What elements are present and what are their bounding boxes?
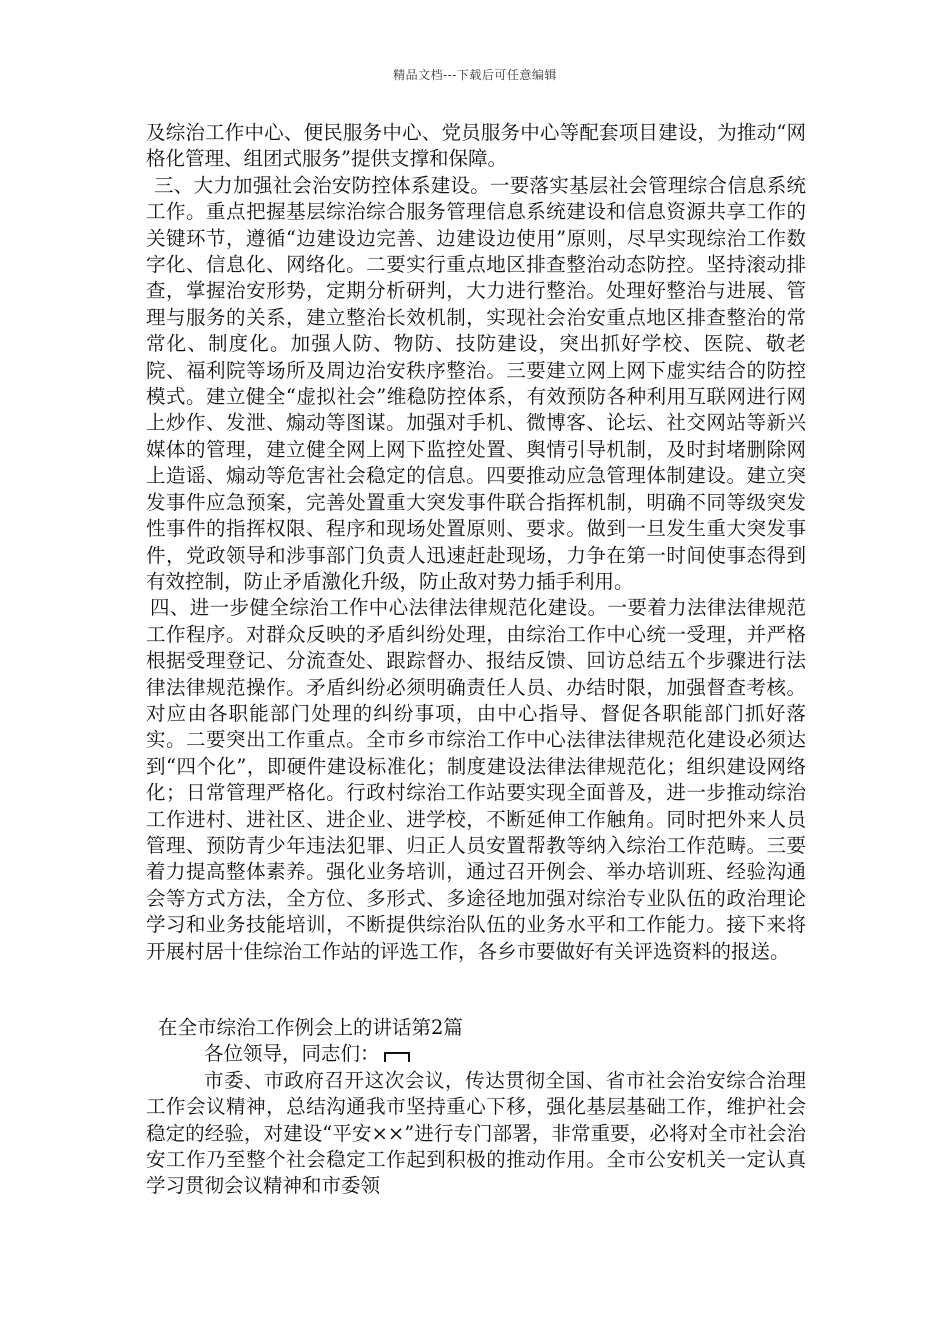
salutation: [146, 1041, 806, 1067]
salutation-text: 各位领导，同志们：: [204, 1042, 380, 1066]
paragraph-3: 四、进一步健全综治工作中心法律法律规范化建设。一要着力法律法律规范工作程序。对群众反映的矛盾纠纷处理，由综治工作中心统一受理，并严格根据受理登记、分流查处、跟踪督办、报结反馈、回访总结五个步骤进行法律法律规范操作。矛盾纠纷必须明确责任人员、办结时限，加强督查考核。对应由各职能部门处理的纠纷事项，由中心指导、督促各职能部门抓好落实。二要突出工作重点。全市乡市综治工作中心法律法律规范化建设必须达到“四个化”，即硬件建设标准化；制度建设法律法律规范化；组织建设网络化；日常管理严格化。行政村综治工作站要实现全面普及，进一步推动综治工作进村、进社区、进企业、进学校，不断延伸工作触角。同时把外来人员管理、预防青少年违法犯罪、归正人员安置帮教等纳入综治工作范畴。三要着力提高整体素养。强化业务培训，通过召开例会、举办培训班、经验沟通会等方式方法，全方位、多形式、多途径地加强对综治专业队伍的政治理论学习和业务技能培训，不断提供综治队伍的业务水平和工作能力。接下来将开展村居十佳综治工作站的评选工作，各乡市要做好有关评选资料的报送。: [146, 596, 806, 963]
bracket-mark-icon: [384, 1052, 410, 1062]
document-body: [146, 120, 806, 1200]
paragraph-1: 及综治工作中心、便民服务中心、党员服务中心等配套项目建设，为推动“网格化管理、组团式服务”提供支撑和保障。: [146, 121, 806, 171]
speech-paragraph: 市委、市政府召开这次会议，传达贯彻全国、省市社会治安综合治理工作会议精神，总结沟通我市坚持重心下移，强化基层基础工作，维护社会稳定的经验，对建设“平安××”进行专门部署，非常重要，必将对全市社会治安工作乃至整个社会稳定工作起到积极的推动作用。全市公安机关一定认真学习贯彻会议精神和市委领: [146, 1068, 806, 1198]
section-spacer: [146, 965, 806, 1015]
section-title: 在全市综治工作例会上的讲话第2篇: [158, 1016, 463, 1039]
page-header: 精品文档---下载后可任意编辑: [393, 68, 557, 82]
paragraph-2: 三、大力加强社会治安防控体系建设。一要落实基层社会管理综合信息系统工作。重点把握基层综治综合服务管理信息系统建设和信息资源共享工作的关键环节，遵循“边建设边完善、边建设边使用”原则，尽早实现综治工作数字化、信息化、网络化。二要实行重点地区排查整治动态防控。坚持滚动排查，掌握治安形势，定期分析研判，大力进行整治。处理好整治与进展、管理与服务的关系，建立整治长效机制，实现社会治安重点地区排查整治的常常化、制度化。加强人防、物防、技防建设，突出抓好学校、医院、敬老院、福利院等场所及周边治安秩序整治。三要建立网上网下虚实结合的防控模式。建立健全“虚拟社会”维稳防控体系，有效预防各种利用互联网进行网上炒作、发泄、煽动等图谋。加强对手机、微博客、论坛、社交网站等新兴媒体的管理，建立健全网上网下监控处置、舆情引导机制，及时封堵删除网上造谣、煽动等危害社会稳定的信息。四要推动应急管理体制建设。建立突发事件应急预案，完善处置重大突发事件联合指挥机制，明确不同等级突发性事件的指挥权限、程序和现场处置原则、要求。做到一旦发生重大突发事件，党政领导和涉事部门负责人迅速赶赴现场，力争在第一时间使事态得到有效控制，防止矛盾激化升级，防止敌对势力插手利用。: [146, 173, 806, 593]
